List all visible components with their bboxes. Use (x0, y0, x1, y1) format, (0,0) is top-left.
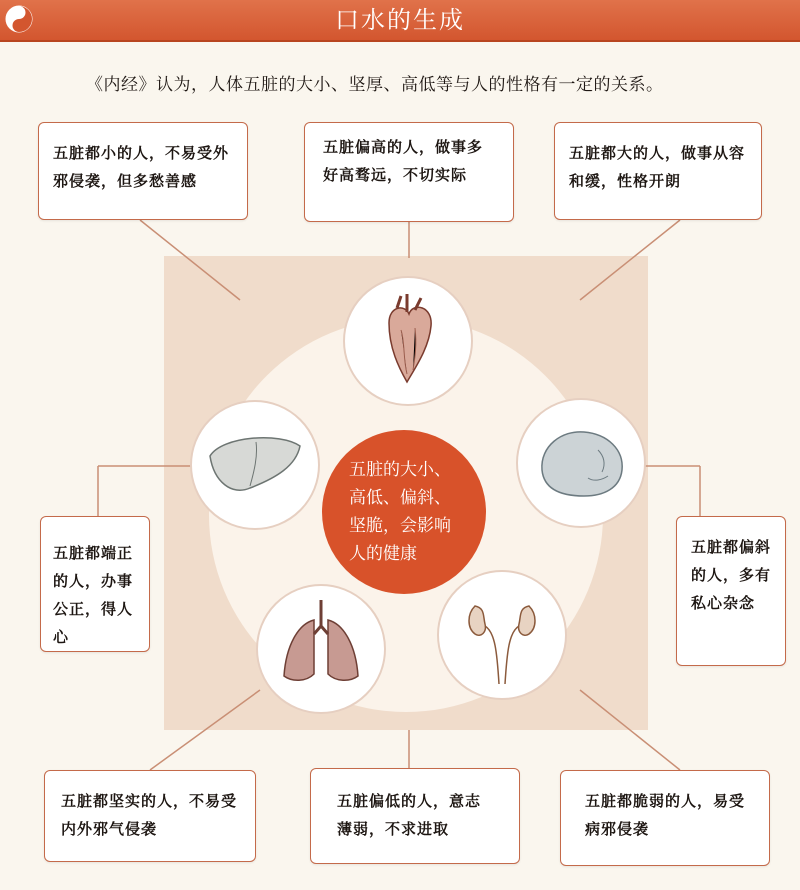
kidneys-icon (437, 570, 567, 700)
box-organs-upright-text: 五脏都端正的人，办事公正，得人心 (53, 544, 134, 646)
box-organs-high (304, 122, 514, 222)
spleen-icon (516, 398, 646, 528)
box-organs-solid-text: 五脏都坚实的人，不易受内外邪气侵袭 (61, 792, 238, 838)
heart-icon (343, 276, 473, 406)
box-organs-fragile-text: 五脏都脆弱的人，易受病邪侵袭 (585, 792, 746, 838)
intro-text: 《内经》认为，人体五脏的大小、坚厚、高低等与人的性格有一定的关系。 (86, 75, 664, 95)
center-circle (322, 430, 486, 594)
center-text: 五脏的大小、高低、偏斜、坚脆，会影响人的健康 (349, 460, 451, 564)
box-organs-low (310, 768, 520, 864)
box-organs-small (38, 122, 248, 220)
box-organs-solid (44, 770, 256, 862)
lungs-icon (256, 584, 386, 714)
box-organs-slanted (676, 516, 786, 666)
box-organs-low-text: 五脏偏低的人，意志薄弱，不求进取 (337, 792, 482, 838)
box-organs-large (554, 122, 762, 220)
box-organs-slanted-text: 五脏都偏斜的人，多有私心杂念 (691, 538, 772, 612)
liver-icon (190, 400, 320, 530)
box-organs-small-text: 五脏都小的人，不易受外邪侵袭，但多愁善感 (53, 144, 230, 190)
box-organs-upright (40, 516, 150, 652)
page-title: 口水的生成 (335, 6, 465, 34)
box-organs-fragile (560, 770, 770, 866)
box-organs-large-text: 五脏都大的人，做事从容和缓，性格开朗 (569, 144, 746, 190)
box-organs-high-text: 五脏偏高的人，做事多好高骛远，不切实际 (323, 138, 484, 184)
